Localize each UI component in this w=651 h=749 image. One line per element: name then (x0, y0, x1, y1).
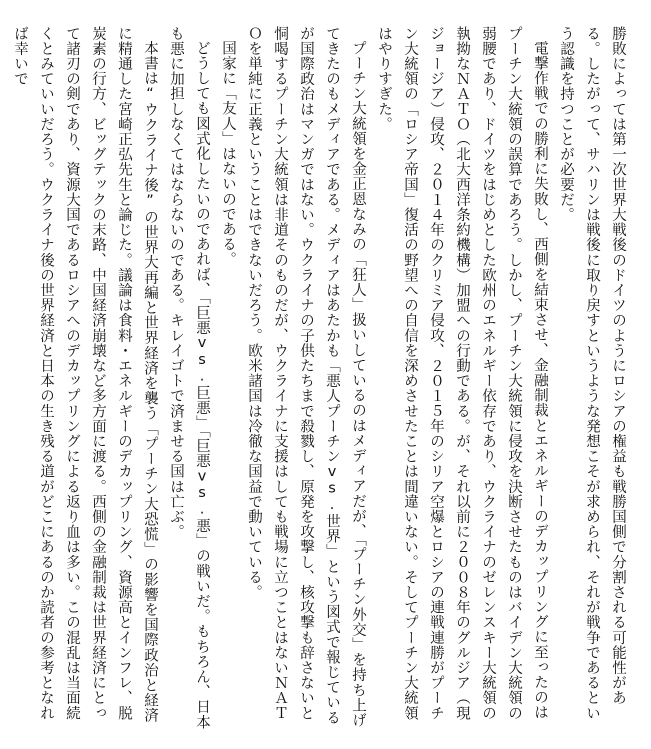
paragraph-text: 国家に「友人」はないのである。 (220, 40, 236, 267)
paragraph (7, 26, 163, 731)
paragraph (163, 26, 215, 731)
paragraph (241, 26, 371, 731)
vertical-text-body (12, 26, 631, 731)
paragraph-text: 勝敗によっては第一次世界大戦後のドイツのようにロシアの権益も戦勝国側で分割される可能性がある。したがって、サハリンは戦後に取り戻すというような発想こそが求められ、それが戦争であるという認識を持つことが必要だ。 (558, 26, 626, 721)
paragraph-text: 電撃作戦での勝利に失敗し、西側を結束させ、金融制裁とエネルギーのデカップリングに至ったのはプーチン大統領の誤算であろう。しかし、プーチン大統領に侵攻を決断させたものはバイデン大統領の弱腰であり、ドイツをはじめとした欧州のエネルギー依存であり、ウクライナのゼレンスキー大統領の執拗なＮＡＴＯ（北大西洋条約機構）加盟への行動である。が、それ以前に２００８年のグルジア（現ジョージア）侵攻、２０１４年のクリミア侵攻、２０１５年のシリア空爆とロシアの連戦連勝がプーチン大統領の「ロシア帝国」復活の野望への自信を深めさせたことは間違いない。そしてプーチン大統領はやりすぎた。 (376, 26, 548, 721)
paragraph (215, 26, 241, 731)
paragraph-text: どうしても図式化したいのであれば、「巨悪vs.巨悪」「巨悪vs.悪」の戦いだ。もちろん、日本も悪に加担しなくてはならないのである。キレイゴトで済ませる国は亡ぶ。 (168, 26, 210, 730)
paragraph-text: 本書は“ウクライナ後”の世界大再編と世界経済を襲う「プーチン大恐慌」の影響を国際政治と経済に精通した宮崎正弘先生と論じた。議論は食料・エネルギーのデカップリング、資源高とインフレ、脱炭素の行方、ビッグテックの末路、中国経済崩壊など多方面に渡る。西側の金融制裁は世界経済にとって諸刃の剣であり、資源大国であるロシアへのデカップリングによる返り血は多い。この混乱は当面続くとみていいだろう。ウクライナ後の世界経済と日本の生き残る道がどこにあるのか読者の参考となれば幸いで (12, 26, 158, 723)
paragraph-continued (553, 26, 631, 731)
paragraph (371, 26, 553, 731)
paragraph-text: プーチン大統領を金正恩なみの「狂人」扱いしているのはメディアだが、「プーチン外交」を持ち上げてきたのもメディアである。メディアはあたかも「悪人プーチンvs.世界」という図式で報じているが国際政治はマンガではない。ウクライナの子供たちまで殺戮し、原発を攻撃し、核攻撃も辞さないと恫喝するプーチン大統領は非道そのものだが、ウクライナに支援はしても戦場に立つことはないＮＡＴＯを単純に正義ということはできないだろう。欧米諸国は冷徹な国益で動いている。 (246, 26, 366, 728)
